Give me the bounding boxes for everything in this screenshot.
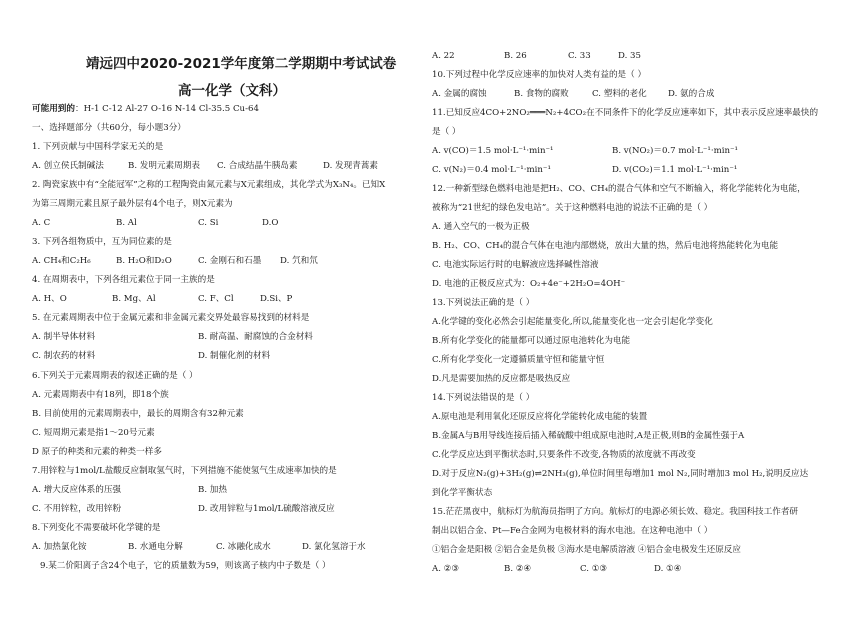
q2-option-d: D.O xyxy=(262,218,279,228)
q10-option-a: A. 金属的腐蚀 xyxy=(432,89,487,99)
section-heading: 一、选择题部分（共60分，每小题3分） xyxy=(32,123,186,133)
question-1: 1. 下列贡献与中国科学家无关的是 xyxy=(32,142,164,152)
q13-option-b: B.所有化学变化的能量都可以通过原电池转化为电能 xyxy=(432,336,631,346)
q13-option-a: A.化学键的变化必然会引起能量变化,所以,能量变化也一定会引起化学变化 xyxy=(432,317,713,327)
q10-option-c: C. 塑料的老化 xyxy=(592,89,647,99)
q4-option-d: D.Si、P xyxy=(260,294,293,304)
question-12-line-1: 12.一种新型绿色燃料电池是把H₂、CO、CH₄的混合气体和空气不断输入，将化学能转化为电能， xyxy=(432,184,806,194)
q14-option-d-line-2: 到化学平衡状态 xyxy=(432,488,493,498)
q15-option-c: C. ①③ xyxy=(580,564,608,574)
q8-option-b: B. 水通电分解 xyxy=(128,542,183,552)
q6-option-b: B. 目前使用的元素周期表中，最长的周期含有32种元素 xyxy=(32,409,244,419)
q1-option-b: B. 发明元素周期表 xyxy=(128,161,200,171)
q11-option-b: B. v(NO₂)＝0.7 mol·L⁻¹·min⁻¹ xyxy=(612,146,738,156)
q15-option-d: D. ①④ xyxy=(654,564,682,574)
q11-option-d: D. v(CO₂)＝1.1 mol·L⁻¹·min⁻¹ xyxy=(612,165,738,175)
q4-option-a: A. H、O xyxy=(32,294,67,304)
q14-option-c: C.化学反应达到平衡状态时,只要条件不改变,各物质的浓度就不再改变 xyxy=(432,450,696,460)
q9-option-c: C. 33 xyxy=(568,51,591,61)
question-12-line-2: 被称为“21世纪的绿色发电站”。关于这种燃料电池的说法不正确的是（ ） xyxy=(432,203,713,213)
q12-option-d: D. 电池的正极反应式为：O₂+4e⁻+2H₂O=4OH⁻ xyxy=(432,279,626,289)
q13-option-c: C.所有化学变化一定遵循质量守恒和能量守恒 xyxy=(432,355,605,365)
question-13: 13.下列说法正确的是（ ） xyxy=(432,298,535,308)
atomic-masses-line xyxy=(32,103,259,115)
q9-option-b: B. 26 xyxy=(504,51,527,61)
page-title: 靖远四中2020-2021学年度第二学期期中考试试卷 xyxy=(86,56,397,72)
q12-option-c: C. 电池实际运行时的电解液应选择碱性溶液 xyxy=(432,260,599,270)
q8-option-d: D. 氯化氢溶于水 xyxy=(302,542,366,552)
q13-option-d: D.凡是需要加热的反应都是吸热反应 xyxy=(432,374,571,384)
atomic-masses-label: 可能用到的 xyxy=(32,104,75,114)
q7-option-d: D. 改用锌粒与1mol/L硫酸溶液反应 xyxy=(198,504,335,514)
q15-option-b: B. ②④ xyxy=(504,564,532,574)
q8-option-a: A. 加热氯化铵 xyxy=(32,542,87,552)
q1-option-c: C. 合成结晶牛胰岛素 xyxy=(217,161,298,171)
question-11-line-1: 11.已知反应4CO+2NO₂═══N₂+4CO₂在不同条件下的化学反应速率如下，其中表示反应速率最快的 xyxy=(432,108,819,118)
question-2-line-2: 为第三周期元素且原子最外层有4个电子，则X元素为 xyxy=(32,199,233,209)
q1-option-d: D. 发现青蒿素 xyxy=(323,161,379,171)
q3-option-d: D. 氕和氘 xyxy=(280,256,318,266)
q4-option-c: C. F、Cl xyxy=(198,294,234,304)
q12-option-a: A. 通入空气的一极为正极 xyxy=(432,222,530,232)
q3-option-a: A. CH₄和C₂H₆ xyxy=(32,256,91,266)
q5-option-a: A. 制半导体材料 xyxy=(32,332,96,342)
q6-option-d: D 原子的种类和元素的种类一样多 xyxy=(32,447,162,457)
q14-option-d-line-1: D.对于反应N₂(g)+3H₂(g)⇌2NH₃(g),单位时间里每增加1 mol N₂,同时增加3 mol H₂,说明反应达 xyxy=(432,469,809,479)
question-14: 14.下列说法错误的是（ ） xyxy=(432,393,535,403)
question-11-line-2: 是（ ） xyxy=(432,127,461,137)
question-9: 9.某二价阳离子含24个电子，它的质量数为59，则该离子核内中子数是（ ） xyxy=(40,561,331,571)
question-10: 10.下列过程中化学反应速率的加快对人类有益的是（ ） xyxy=(432,70,647,80)
q6-option-c: C. 短周期元素是指1～20号元素 xyxy=(32,428,155,438)
question-15-line-3: ①铝合金是阳极 ②铝合金是负极 ③海水是电解质溶液 ④铝合金电极发生还原反应 xyxy=(432,545,741,555)
q12-option-b: B. H₂、CO、CH₄的混合气体在电池内部燃烧，放出大量的热，然后电池将热能转化为电能 xyxy=(432,241,779,251)
q2-option-c: C. Si xyxy=(198,218,219,228)
q3-option-c: C. 金刚石和石墨 xyxy=(198,256,262,266)
question-3: 3. 下列各组物质中，互为同位素的是 xyxy=(32,237,172,247)
q9-option-a: A. 22 xyxy=(432,51,455,61)
question-15-line-1: 15.茫茫黑夜中，航标灯为航海员指明了方向。航标灯的电源必须长效、稳定。我国科技工作者研 xyxy=(432,507,799,517)
page-subtitle: 高一化学（文科） xyxy=(178,83,286,99)
question-6: 6.下列关于元素周期表的叙述正确的是（ ） xyxy=(32,371,198,381)
q4-option-b: B. Mg、Al xyxy=(112,294,156,304)
q14-option-a: A.原电池是利用氧化还原反应将化学能转化成电能的装置 xyxy=(432,412,648,422)
question-8: 8.下列变化不需要破坏化学键的是 xyxy=(32,523,161,533)
q7-option-c: C. 不用锌粒，改用锌粉 xyxy=(32,504,122,514)
q5-option-d: D. 制催化剂的材料 xyxy=(198,351,271,361)
q14-option-b: B.金属A与B用导线连接后插入稀硫酸中组成原电池时,A是正极,则B的金属性强于A xyxy=(432,431,745,441)
q5-option-c: C. 制农药的材料 xyxy=(32,351,96,361)
question-15-line-2: 制出以铝合金、Pt—Fe合金网为电极材料的海水电池。在这种电池中（ ） xyxy=(432,526,713,536)
question-4: 4. 在周期表中，下列各组元素位于同一主族的是 xyxy=(32,275,215,285)
q7-option-b: B. 加热 xyxy=(198,485,227,495)
q11-option-c: C. v(N₂)＝0.4 mol·L⁻¹·min⁻¹ xyxy=(432,165,551,175)
q6-option-a: A. 元素周期表中有18列，即18个族 xyxy=(32,390,169,400)
q7-option-a: A. 增大反应体系的压强 xyxy=(32,485,122,495)
q8-option-c: C. 冰融化成水 xyxy=(216,542,271,552)
q10-option-d: D. 氨的合成 xyxy=(668,89,715,99)
q3-option-b: B. H₂O和D₂O xyxy=(116,256,172,266)
question-5: 5. 在元素周期表中位于金属元素和非金属元素交界处最容易找到的材料是 xyxy=(32,313,310,323)
question-2-line-1: 2. 陶瓷家族中有“全能冠军”之称的工程陶瓷由氮元素与X元素组成，其化学式为X₃N₄。已知X xyxy=(32,180,386,190)
atomic-masses-values: ：H-1 C-12 Al-27 O-16 N-14 Cl-35.5 Cu-64 xyxy=(74,104,259,114)
q2-option-b: B. Al xyxy=(116,218,137,228)
q2-option-a: A. C xyxy=(32,218,51,228)
question-7: 7.用锌粒与1mol/L盐酸反应制取氢气时，下列措施不能使氢气生成速率加快的是 xyxy=(32,466,337,476)
q10-option-b: B. 食物的腐败 xyxy=(514,89,569,99)
q11-option-a: A. v(CO)＝1.5 mol·L⁻¹·min⁻¹ xyxy=(432,146,554,156)
q9-option-d: D. 35 xyxy=(618,51,641,61)
q5-option-b: B. 耐高温、耐腐蚀的合金材料 xyxy=(198,332,313,342)
q1-option-a: A. 创立侯氏制碱法 xyxy=(32,161,104,171)
q15-option-a: A. ②③ xyxy=(432,564,460,574)
